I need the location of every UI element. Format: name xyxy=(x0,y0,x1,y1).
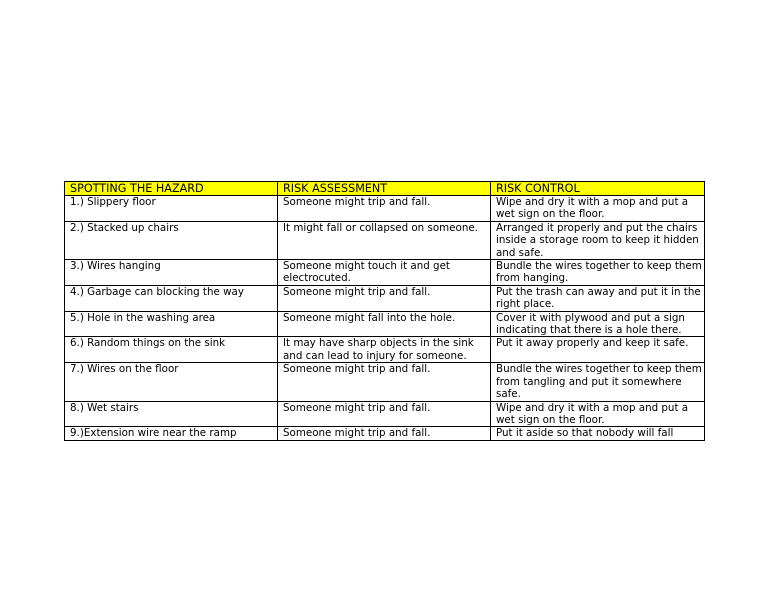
table-row xyxy=(65,311,705,337)
assessment-cell: Someone might trip and fall. xyxy=(278,363,491,401)
assessment-cell: Someone might trip and fall. xyxy=(278,427,491,440)
table-header-row xyxy=(65,182,705,196)
control-cell: Arranged it properly and put the chairs inside a storage room to keep it hidden and safe. xyxy=(491,221,705,259)
hazard-cell: 5.) Hole in the washing area xyxy=(65,311,278,337)
table-row xyxy=(65,363,705,401)
table-row xyxy=(65,427,705,440)
assessment-cell: Someone might trip and fall. xyxy=(278,401,491,427)
hazard-cell: 8.) Wet stairs xyxy=(65,401,278,427)
header-spotting-the-hazard: SPOTTING THE HAZARD xyxy=(65,182,278,196)
assessment-cell: It might fall or collapsed on someone. xyxy=(278,221,491,259)
hazard-cell: 3.) Wires hanging xyxy=(65,260,278,286)
control-cell: Bundle the wires together to keep them from hanging. xyxy=(491,260,705,286)
header-risk-control: RISK CONTROL xyxy=(491,182,705,196)
hazard-cell: 6.) Random things on the sink xyxy=(65,337,278,363)
control-cell: Put it away properly and keep it safe. xyxy=(491,337,705,363)
hazard-cell: 7.) Wires on the floor xyxy=(65,363,278,401)
hazard-cell: 1.) Slippery floor xyxy=(65,196,278,222)
assessment-cell: Someone might touch it and get electrocuted. xyxy=(278,260,491,286)
table-row xyxy=(65,285,705,311)
table-row xyxy=(65,401,705,427)
control-cell: Bundle the wires together to keep them from tangling and put it somewhere safe. xyxy=(491,363,705,401)
assessment-cell: Someone might trip and fall. xyxy=(278,196,491,222)
control-cell: Put it aside so that nobody will fall xyxy=(491,427,705,440)
hazard-cell: 9.)Extension wire near the ramp xyxy=(65,427,278,440)
table-row xyxy=(65,196,705,222)
header-risk-assessment: RISK ASSESSMENT xyxy=(278,182,491,196)
table-row xyxy=(65,337,705,363)
control-cell: Cover it with plywood and put a sign indicating that there is a hole there. xyxy=(491,311,705,337)
hazard-cell: 2.) Stacked up chairs xyxy=(65,221,278,259)
table-row xyxy=(65,221,705,259)
hazard-table xyxy=(64,181,705,441)
hazard-cell: 4.) Garbage can blocking the way xyxy=(65,285,278,311)
table-row xyxy=(65,260,705,286)
control-cell: Wipe and dry it with a mop and put a wet sign on the floor. xyxy=(491,196,705,222)
assessment-cell: Someone might fall into the hole. xyxy=(278,311,491,337)
assessment-cell: Someone might trip and fall. xyxy=(278,285,491,311)
control-cell: Put the trash can away and put it in the right place. xyxy=(491,285,705,311)
control-cell: Wipe and dry it with a mop and put a wet sign on the floor. xyxy=(491,401,705,427)
assessment-cell: It may have sharp objects in the sink and can lead to injury for someone. xyxy=(278,337,491,363)
